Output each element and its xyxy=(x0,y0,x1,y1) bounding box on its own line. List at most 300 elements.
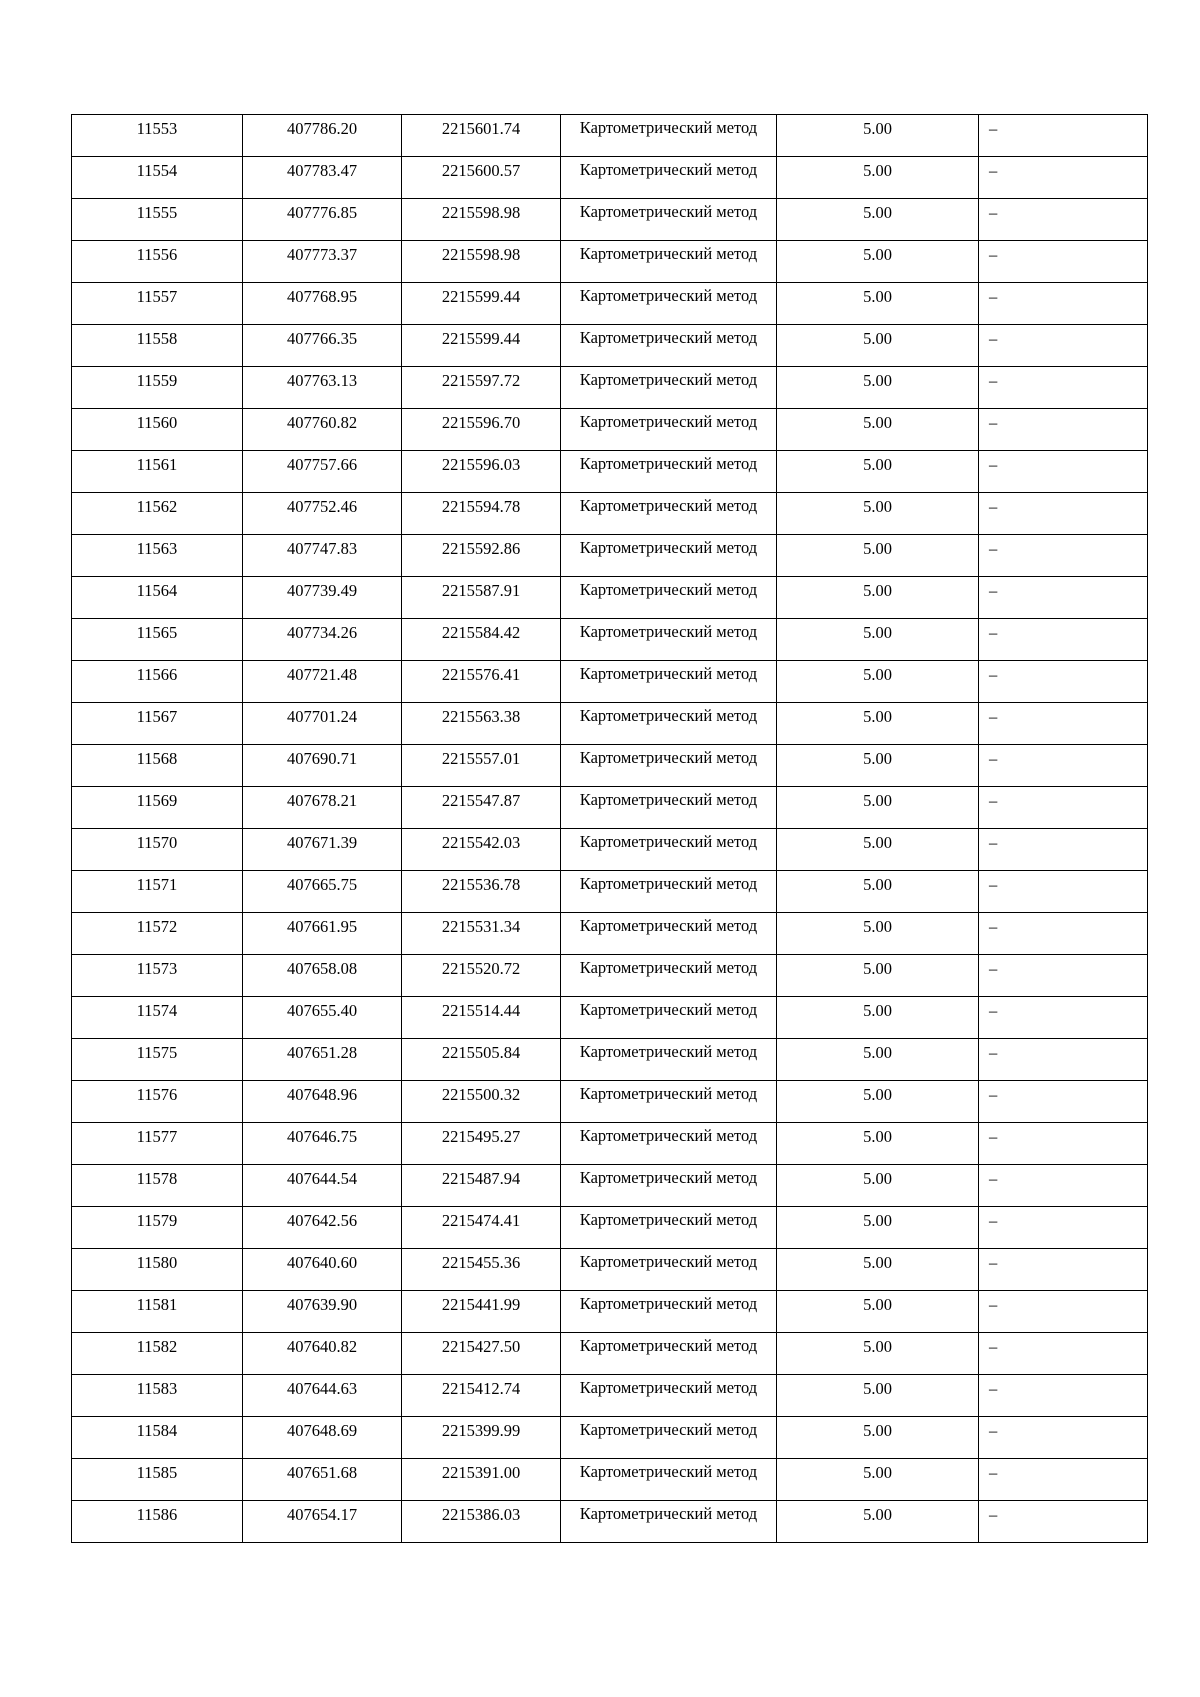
y-coordinate-text: 2215598.98 xyxy=(441,203,521,222)
x-coordinate-cell xyxy=(243,283,402,325)
accuracy-cell xyxy=(777,1165,979,1207)
x-coordinate-text: 407661.95 xyxy=(286,917,358,936)
x-coordinate-cell xyxy=(243,745,402,787)
accuracy-cell xyxy=(777,1333,979,1375)
x-coordinate-text: 407734.26 xyxy=(286,623,358,642)
note-cell xyxy=(979,619,1148,661)
point-number-cell xyxy=(72,829,243,871)
y-coordinate-cell xyxy=(402,1165,561,1207)
table-row xyxy=(72,787,1148,829)
x-coordinate-text: 407644.63 xyxy=(286,1379,358,1398)
point-number-cell xyxy=(72,115,243,157)
point-number-text: 11574 xyxy=(136,1001,178,1020)
accuracy-text: 5.00 xyxy=(863,917,892,936)
table-row xyxy=(72,199,1148,241)
table-row xyxy=(72,1249,1148,1291)
accuracy-text: 5.00 xyxy=(863,665,892,684)
point-number-text: 11566 xyxy=(136,665,178,684)
note-text: – xyxy=(989,1295,998,1314)
accuracy-text: 5.00 xyxy=(863,497,892,516)
accuracy-cell xyxy=(777,409,979,451)
method-text: Картометрический метод xyxy=(579,496,758,515)
x-coordinate-text: 407786.20 xyxy=(286,119,358,138)
y-coordinate-cell xyxy=(402,409,561,451)
accuracy-text: 5.00 xyxy=(863,749,892,768)
note-cell xyxy=(979,1165,1148,1207)
point-number-cell xyxy=(72,535,243,577)
note-text: – xyxy=(989,1253,998,1272)
y-coordinate-text: 2215592.86 xyxy=(441,539,521,558)
y-coordinate-text: 2215600.57 xyxy=(441,161,521,180)
method-cell xyxy=(561,1165,777,1207)
point-number-text: 11579 xyxy=(136,1211,178,1230)
method-text: Картометрический метод xyxy=(579,1252,758,1271)
y-coordinate-cell xyxy=(402,577,561,619)
note-cell xyxy=(979,955,1148,997)
method-cell xyxy=(561,619,777,661)
x-coordinate-text: 407760.82 xyxy=(286,413,358,432)
accuracy-cell xyxy=(777,1417,979,1459)
y-coordinate-text: 2215584.42 xyxy=(441,623,521,642)
y-coordinate-cell xyxy=(402,493,561,535)
point-number-cell xyxy=(72,1375,243,1417)
accuracy-text: 5.00 xyxy=(863,623,892,642)
y-coordinate-text: 2215391.00 xyxy=(441,1463,521,1482)
accuracy-text: 5.00 xyxy=(863,1253,892,1272)
y-coordinate-text: 2215386.03 xyxy=(441,1505,521,1524)
y-coordinate-text: 2215599.44 xyxy=(441,329,521,348)
note-text: – xyxy=(989,119,998,138)
accuracy-cell xyxy=(777,1459,979,1501)
table-row xyxy=(72,577,1148,619)
method-cell xyxy=(561,1039,777,1081)
accuracy-text: 5.00 xyxy=(863,287,892,306)
note-text: – xyxy=(989,455,998,474)
point-number-text: 11573 xyxy=(136,959,178,978)
accuracy-text: 5.00 xyxy=(863,1505,892,1524)
method-text: Картометрический метод xyxy=(579,1294,758,1313)
x-coordinate-text: 407640.82 xyxy=(286,1337,358,1356)
accuracy-text: 5.00 xyxy=(863,1169,892,1188)
x-coordinate-text: 407648.96 xyxy=(286,1085,358,1104)
note-text: – xyxy=(989,203,998,222)
point-number-cell xyxy=(72,955,243,997)
note-cell xyxy=(979,1081,1148,1123)
note-cell xyxy=(979,703,1148,745)
x-coordinate-text: 407721.48 xyxy=(286,665,358,684)
method-text: Картометрический метод xyxy=(579,328,758,347)
y-coordinate-cell xyxy=(402,1291,561,1333)
note-text: – xyxy=(989,329,998,348)
method-cell xyxy=(561,997,777,1039)
y-coordinate-text: 2215474.41 xyxy=(441,1211,521,1230)
method-cell xyxy=(561,451,777,493)
accuracy-text: 5.00 xyxy=(863,959,892,978)
y-coordinate-cell xyxy=(402,1207,561,1249)
method-text: Картометрический метод xyxy=(579,832,758,851)
method-text: Картометрический метод xyxy=(579,1336,758,1355)
x-coordinate-cell xyxy=(243,871,402,913)
y-coordinate-cell xyxy=(402,913,561,955)
accuracy-text: 5.00 xyxy=(863,707,892,726)
note-text: – xyxy=(989,917,998,936)
accuracy-text: 5.00 xyxy=(863,455,892,474)
x-coordinate-cell xyxy=(243,1375,402,1417)
table-row xyxy=(72,493,1148,535)
accuracy-cell xyxy=(777,871,979,913)
x-coordinate-cell xyxy=(243,241,402,283)
method-cell xyxy=(561,703,777,745)
point-number-cell xyxy=(72,283,243,325)
table-row xyxy=(72,913,1148,955)
y-coordinate-text: 2215505.84 xyxy=(441,1043,521,1062)
x-coordinate-cell xyxy=(243,1081,402,1123)
accuracy-text: 5.00 xyxy=(863,371,892,390)
point-number-cell xyxy=(72,1165,243,1207)
point-number-text: 11553 xyxy=(136,119,178,138)
note-cell xyxy=(979,1123,1148,1165)
point-number-text: 11564 xyxy=(136,581,178,600)
accuracy-cell xyxy=(777,1081,979,1123)
y-coordinate-cell xyxy=(402,1417,561,1459)
method-text: Картометрический метод xyxy=(579,1462,758,1481)
note-cell xyxy=(979,913,1148,955)
note-text: – xyxy=(989,623,998,642)
method-cell xyxy=(561,661,777,703)
point-number-cell xyxy=(72,241,243,283)
accuracy-text: 5.00 xyxy=(863,1043,892,1062)
accuracy-cell xyxy=(777,955,979,997)
y-coordinate-text: 2215441.99 xyxy=(441,1295,521,1314)
note-text: – xyxy=(989,1043,998,1062)
x-coordinate-text: 407766.35 xyxy=(286,329,358,348)
note-cell xyxy=(979,871,1148,913)
y-coordinate-cell xyxy=(402,325,561,367)
x-coordinate-cell xyxy=(243,493,402,535)
x-coordinate-cell xyxy=(243,1039,402,1081)
table-row xyxy=(72,1207,1148,1249)
accuracy-text: 5.00 xyxy=(863,119,892,138)
note-text: – xyxy=(989,1379,998,1398)
table-row xyxy=(72,1039,1148,1081)
point-number-cell xyxy=(72,199,243,241)
accuracy-cell xyxy=(777,157,979,199)
y-coordinate-cell xyxy=(402,619,561,661)
note-text: – xyxy=(989,497,998,516)
table-row xyxy=(72,535,1148,577)
y-coordinate-cell xyxy=(402,829,561,871)
note-cell xyxy=(979,157,1148,199)
note-cell xyxy=(979,115,1148,157)
y-coordinate-text: 2215597.72 xyxy=(441,371,521,390)
y-coordinate-cell xyxy=(402,157,561,199)
method-cell xyxy=(561,1123,777,1165)
y-coordinate-cell xyxy=(402,745,561,787)
x-coordinate-cell xyxy=(243,703,402,745)
method-cell xyxy=(561,829,777,871)
point-number-cell xyxy=(72,1291,243,1333)
method-text: Картометрический метод xyxy=(579,622,758,641)
accuracy-text: 5.00 xyxy=(863,875,892,894)
point-number-cell xyxy=(72,1039,243,1081)
accuracy-cell xyxy=(777,1501,979,1543)
point-number-text: 11561 xyxy=(136,455,178,474)
note-text: – xyxy=(989,1127,998,1146)
y-coordinate-text: 2215520.72 xyxy=(441,959,521,978)
method-text: Картометрический метод xyxy=(579,118,758,137)
note-text: – xyxy=(989,1085,998,1104)
x-coordinate-text: 407654.17 xyxy=(286,1505,358,1524)
accuracy-text: 5.00 xyxy=(863,791,892,810)
x-coordinate-text: 407648.69 xyxy=(286,1421,358,1440)
note-cell xyxy=(979,745,1148,787)
method-cell xyxy=(561,1207,777,1249)
y-coordinate-cell xyxy=(402,283,561,325)
point-number-cell xyxy=(72,1417,243,1459)
point-number-text: 11560 xyxy=(136,413,178,432)
table-row xyxy=(72,871,1148,913)
x-coordinate-cell xyxy=(243,1291,402,1333)
method-text: Картометрический метод xyxy=(579,454,758,473)
x-coordinate-text: 407646.75 xyxy=(286,1127,358,1146)
point-number-cell xyxy=(72,1123,243,1165)
method-text: Картометрический метод xyxy=(579,664,758,683)
note-cell xyxy=(979,1333,1148,1375)
accuracy-text: 5.00 xyxy=(863,1211,892,1230)
point-number-text: 11580 xyxy=(136,1253,178,1272)
method-cell xyxy=(561,1501,777,1543)
accuracy-text: 5.00 xyxy=(863,1127,892,1146)
note-cell xyxy=(979,367,1148,409)
note-text: – xyxy=(989,1421,998,1440)
method-text: Картометрический метод xyxy=(579,1084,758,1103)
point-number-text: 11571 xyxy=(136,875,178,894)
x-coordinate-cell xyxy=(243,955,402,997)
accuracy-cell xyxy=(777,1375,979,1417)
x-coordinate-text: 407639.90 xyxy=(286,1295,358,1314)
note-cell xyxy=(979,409,1148,451)
accuracy-cell xyxy=(777,535,979,577)
accuracy-text: 5.00 xyxy=(863,245,892,264)
accuracy-cell xyxy=(777,241,979,283)
method-text: Картометрический метод xyxy=(579,790,758,809)
accuracy-cell xyxy=(777,1207,979,1249)
y-coordinate-cell xyxy=(402,955,561,997)
method-text: Картометрический метод xyxy=(579,1126,758,1145)
y-coordinate-cell xyxy=(402,451,561,493)
x-coordinate-text: 407658.08 xyxy=(286,959,358,978)
x-coordinate-cell xyxy=(243,661,402,703)
y-coordinate-text: 2215601.74 xyxy=(441,119,521,138)
table-row xyxy=(72,115,1148,157)
point-number-cell xyxy=(72,871,243,913)
y-coordinate-cell xyxy=(402,1249,561,1291)
note-cell xyxy=(979,1459,1148,1501)
accuracy-cell xyxy=(777,1249,979,1291)
y-coordinate-cell xyxy=(402,1039,561,1081)
method-cell xyxy=(561,1081,777,1123)
accuracy-text: 5.00 xyxy=(863,161,892,180)
table-row xyxy=(72,1375,1148,1417)
x-coordinate-text: 407665.75 xyxy=(286,875,358,894)
y-coordinate-text: 2215536.78 xyxy=(441,875,521,894)
point-number-text: 11585 xyxy=(136,1463,178,1482)
note-text: – xyxy=(989,833,998,852)
y-coordinate-cell xyxy=(402,1123,561,1165)
y-coordinate-text: 2215542.03 xyxy=(441,833,521,852)
method-cell xyxy=(561,199,777,241)
table-row xyxy=(72,409,1148,451)
table-row xyxy=(72,703,1148,745)
y-coordinate-text: 2215599.44 xyxy=(441,287,521,306)
y-coordinate-text: 2215412.74 xyxy=(441,1379,521,1398)
x-coordinate-cell xyxy=(243,325,402,367)
method-cell xyxy=(561,535,777,577)
accuracy-text: 5.00 xyxy=(863,581,892,600)
method-cell xyxy=(561,955,777,997)
y-coordinate-cell xyxy=(402,1375,561,1417)
x-coordinate-cell xyxy=(243,157,402,199)
method-text: Картометрический метод xyxy=(579,160,758,179)
method-cell xyxy=(561,913,777,955)
table-row xyxy=(72,1123,1148,1165)
method-cell xyxy=(561,1375,777,1417)
point-number-cell xyxy=(72,997,243,1039)
x-coordinate-cell xyxy=(243,997,402,1039)
x-coordinate-text: 407678.21 xyxy=(286,791,358,810)
table-row xyxy=(72,283,1148,325)
point-number-text: 11578 xyxy=(136,1169,178,1188)
y-coordinate-text: 2215495.27 xyxy=(441,1127,521,1146)
x-coordinate-cell xyxy=(243,1165,402,1207)
y-coordinate-text: 2215576.41 xyxy=(441,665,521,684)
y-coordinate-text: 2215557.01 xyxy=(441,749,521,768)
accuracy-cell xyxy=(777,1291,979,1333)
accuracy-cell xyxy=(777,1123,979,1165)
note-text: – xyxy=(989,1169,998,1188)
note-text: – xyxy=(989,791,998,810)
y-coordinate-cell xyxy=(402,703,561,745)
method-cell xyxy=(561,325,777,367)
y-coordinate-text: 2215563.38 xyxy=(441,707,521,726)
point-number-cell xyxy=(72,787,243,829)
note-cell xyxy=(979,1501,1148,1543)
accuracy-text: 5.00 xyxy=(863,1463,892,1482)
point-number-cell xyxy=(72,1207,243,1249)
y-coordinate-cell xyxy=(402,115,561,157)
point-number-cell xyxy=(72,325,243,367)
point-number-cell xyxy=(72,367,243,409)
method-cell xyxy=(561,1291,777,1333)
method-text: Картометрический метод xyxy=(579,412,758,431)
note-cell xyxy=(979,787,1148,829)
note-cell xyxy=(979,493,1148,535)
table-row xyxy=(72,1417,1148,1459)
y-coordinate-text: 2215598.98 xyxy=(441,245,521,264)
table-row xyxy=(72,1501,1148,1543)
x-coordinate-cell xyxy=(243,115,402,157)
note-text: – xyxy=(989,749,998,768)
table-row xyxy=(72,955,1148,997)
accuracy-cell xyxy=(777,661,979,703)
x-coordinate-text: 407690.71 xyxy=(286,749,358,768)
x-coordinate-cell xyxy=(243,829,402,871)
point-number-text: 11583 xyxy=(136,1379,178,1398)
point-number-text: 11554 xyxy=(136,161,178,180)
x-coordinate-text: 407701.24 xyxy=(286,707,358,726)
point-number-text: 11576 xyxy=(136,1085,178,1104)
note-cell xyxy=(979,1249,1148,1291)
point-number-cell xyxy=(72,451,243,493)
y-coordinate-text: 2215500.32 xyxy=(441,1085,521,1104)
table-row xyxy=(72,451,1148,493)
y-coordinate-cell xyxy=(402,1501,561,1543)
y-coordinate-text: 2215547.87 xyxy=(441,791,521,810)
accuracy-cell xyxy=(777,115,979,157)
note-cell xyxy=(979,1207,1148,1249)
x-coordinate-cell xyxy=(243,577,402,619)
method-cell xyxy=(561,493,777,535)
note-cell xyxy=(979,451,1148,493)
method-cell xyxy=(561,115,777,157)
note-text: – xyxy=(989,1505,998,1524)
point-number-cell xyxy=(72,493,243,535)
x-coordinate-text: 407776.85 xyxy=(286,203,358,222)
table-row xyxy=(72,745,1148,787)
x-coordinate-text: 407640.60 xyxy=(286,1253,358,1272)
x-coordinate-text: 407651.28 xyxy=(286,1043,358,1062)
point-number-text: 11559 xyxy=(136,371,178,390)
y-coordinate-text: 2215487.94 xyxy=(441,1169,521,1188)
method-cell xyxy=(561,409,777,451)
accuracy-text: 5.00 xyxy=(863,1379,892,1398)
accuracy-text: 5.00 xyxy=(863,329,892,348)
note-text: – xyxy=(989,581,998,600)
point-number-text: 11558 xyxy=(136,329,178,348)
method-text: Картометрический метод xyxy=(579,202,758,221)
y-coordinate-cell xyxy=(402,199,561,241)
method-cell xyxy=(561,745,777,787)
method-cell xyxy=(561,787,777,829)
method-text: Картометрический метод xyxy=(579,244,758,263)
method-cell xyxy=(561,577,777,619)
point-number-text: 11584 xyxy=(136,1421,178,1440)
x-coordinate-cell xyxy=(243,535,402,577)
table-row xyxy=(72,367,1148,409)
method-cell xyxy=(561,1333,777,1375)
table-row xyxy=(72,1459,1148,1501)
note-text: – xyxy=(989,1463,998,1482)
note-cell xyxy=(979,1039,1148,1081)
note-cell xyxy=(979,997,1148,1039)
x-coordinate-cell xyxy=(243,409,402,451)
method-text: Картометрический метод xyxy=(579,1504,758,1523)
x-coordinate-text: 407651.68 xyxy=(286,1463,358,1482)
x-coordinate-text: 407768.95 xyxy=(286,287,358,306)
x-coordinate-text: 407763.13 xyxy=(286,371,358,390)
note-cell xyxy=(979,661,1148,703)
method-cell xyxy=(561,157,777,199)
point-number-cell xyxy=(72,661,243,703)
note-cell xyxy=(979,535,1148,577)
x-coordinate-cell xyxy=(243,913,402,955)
point-number-text: 11577 xyxy=(136,1127,178,1146)
accuracy-cell xyxy=(777,367,979,409)
x-coordinate-cell xyxy=(243,367,402,409)
x-coordinate-text: 407644.54 xyxy=(286,1169,358,1188)
point-number-text: 11562 xyxy=(136,497,178,516)
point-number-cell xyxy=(72,1081,243,1123)
